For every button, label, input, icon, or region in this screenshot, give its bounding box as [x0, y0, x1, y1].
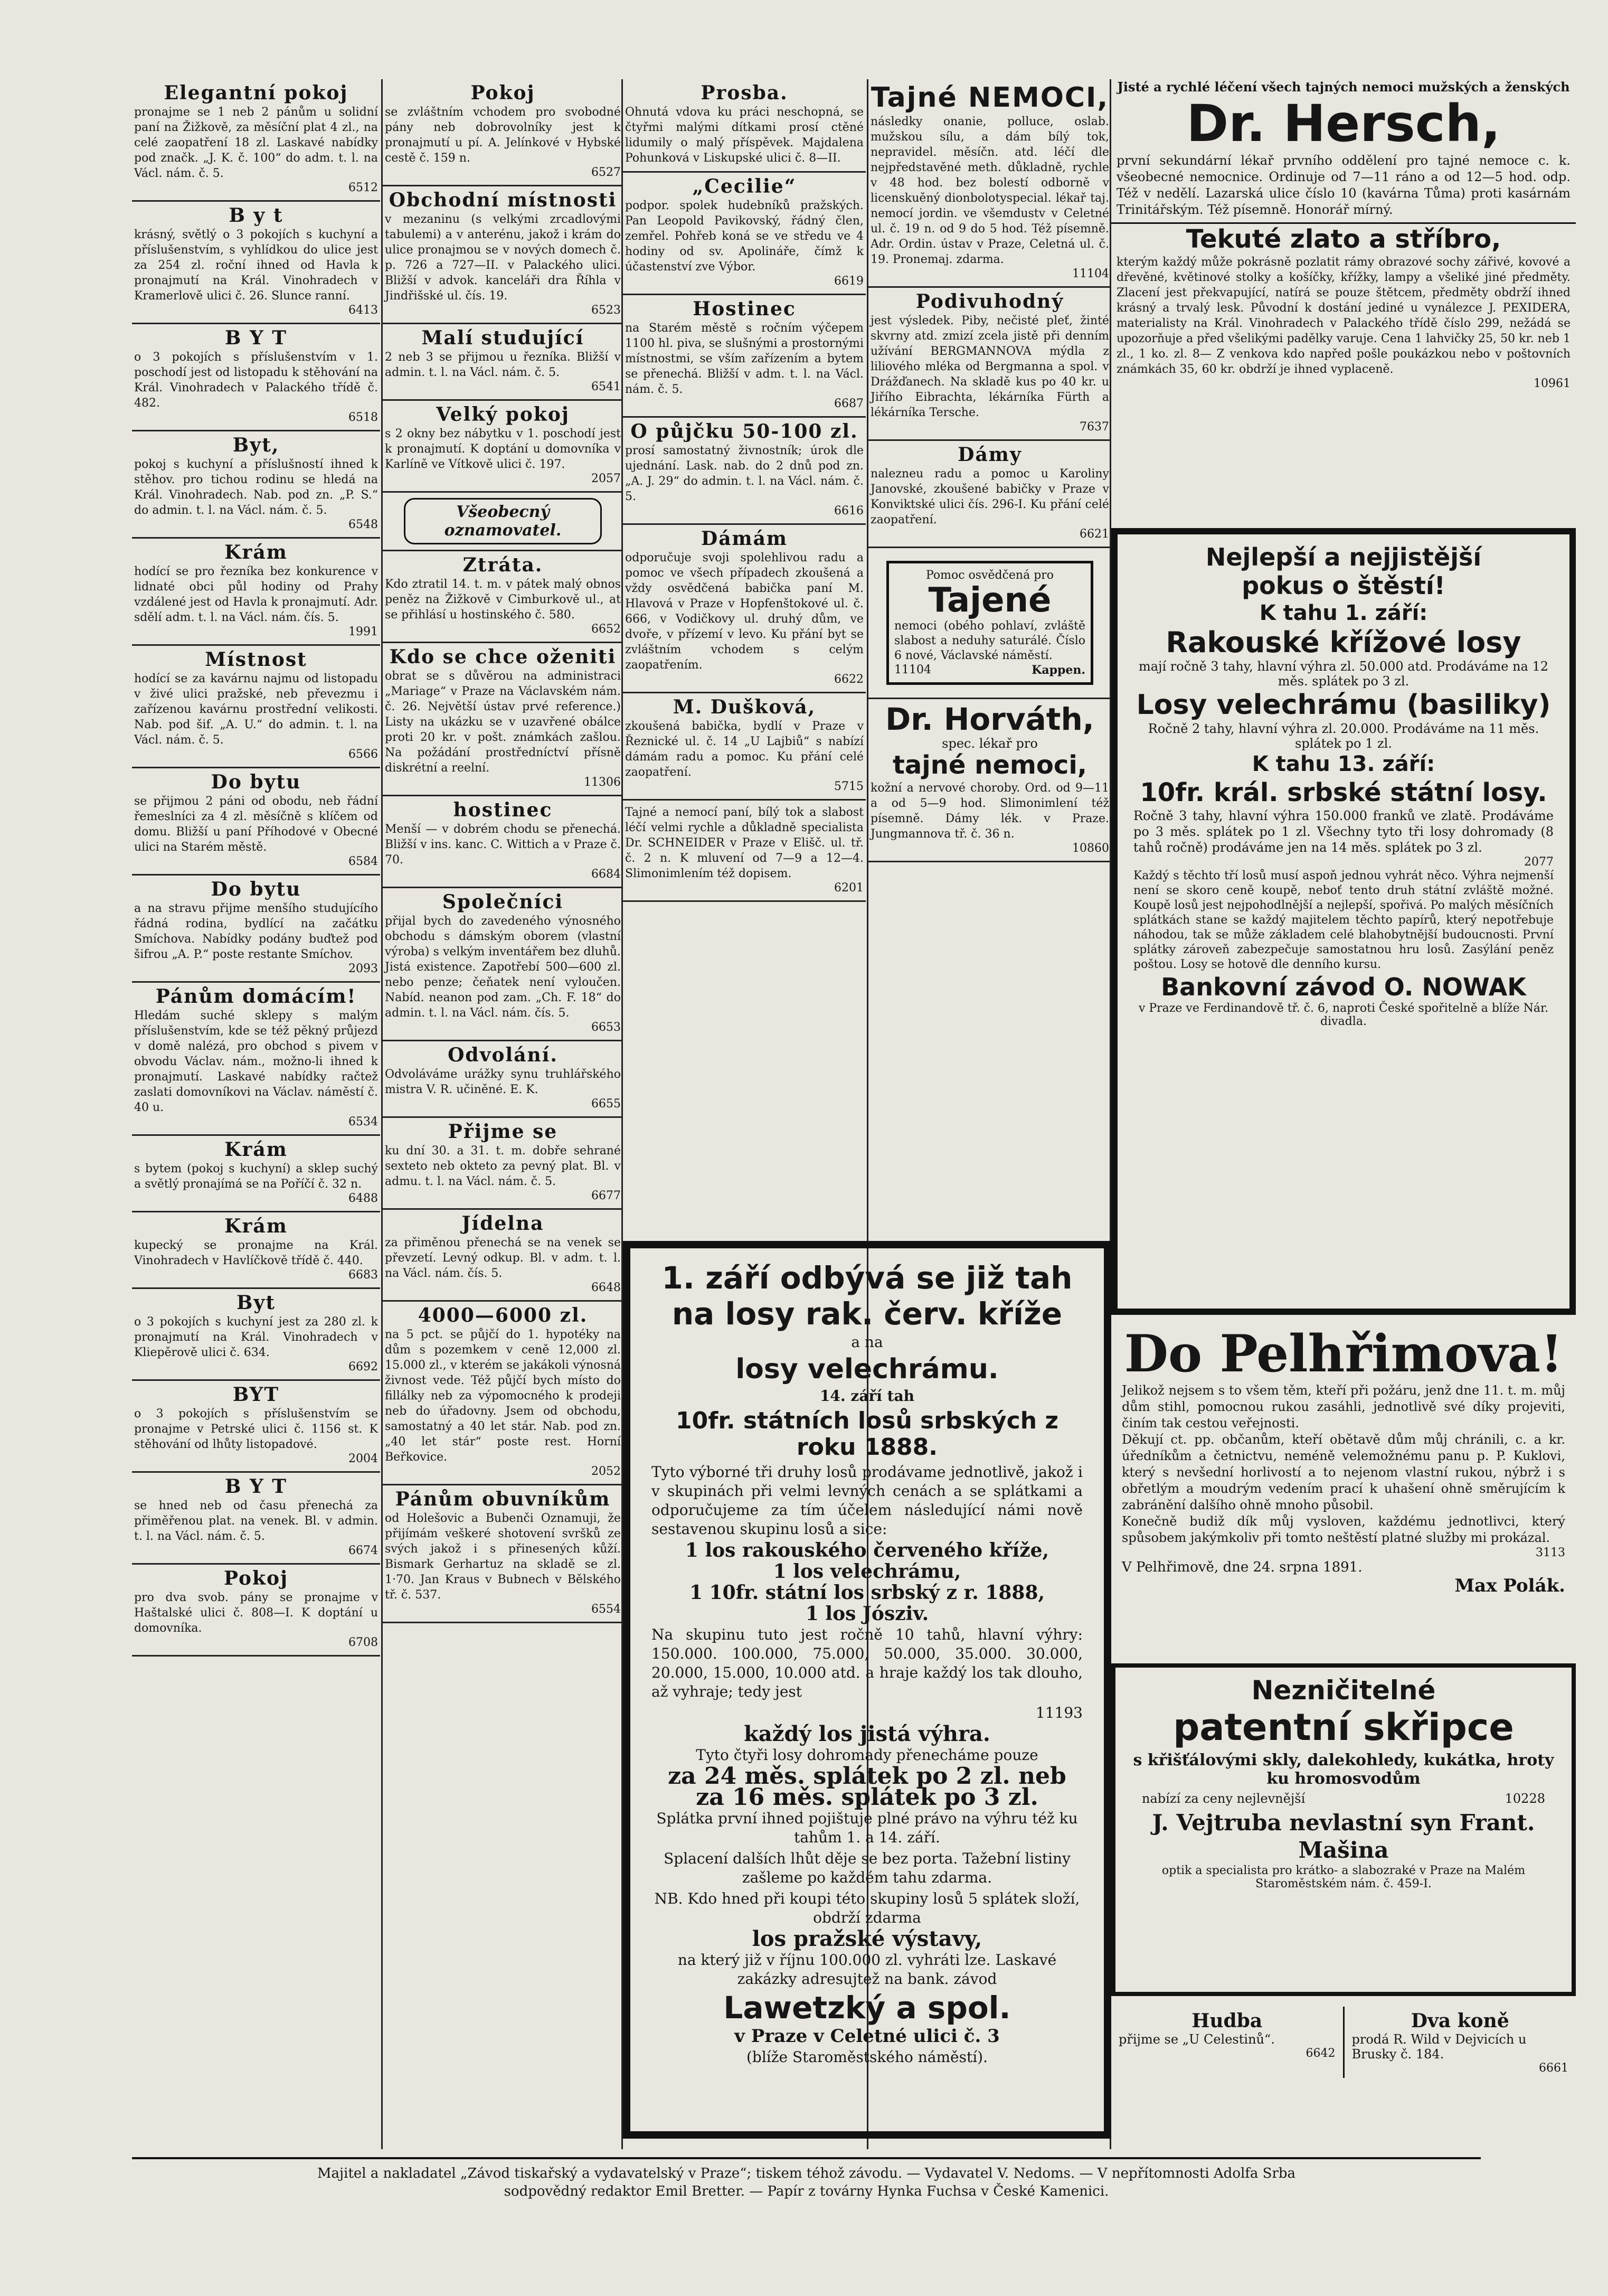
section-heading-box: [383, 493, 623, 551]
nowak-text: Ročně 3 tahy, hlavní výhra 150.000 franků ve zlatě. Prodáváme po 3 měs. splátek po 1 zl. Všechny tyto tři losy dohromady (8 tahů ročně) prodáváme jen na 14 měs. splátek po 3 zl.: [1133, 808, 1554, 855]
bottom-ads: [1111, 2007, 1576, 2149]
ad-title: Kdo se chce oženiti: [389, 646, 617, 668]
column-4: [868, 79, 1111, 1236]
lottery-text: na který již v říjnu 100.000 zl. vyhráti lze. Laskavé zakázky adresujtež na bank. závod: [677, 1951, 1057, 1988]
ad-text: Tajné a nemocí paní, bílý tok a slabost léčí velmi rychle a důkladně specialista Dr. SCHNEIDER v Praze v Elišč. ul. tř. č. 2 n. K mluvení od 7—9 a 12—4. Slimonimlením též dopisem.: [625, 806, 864, 880]
ad-text: kupecký se pronajme na Král. Vinohradech v Havlíčkově třídě č. 440.: [134, 1239, 378, 1267]
classified-ad: [868, 79, 1111, 288]
ad-title: BYT: [232, 1384, 280, 1406]
horvath-ad: [868, 699, 1111, 862]
ad-title: Dámy: [958, 444, 1022, 466]
ad-title: Pokoj: [223, 1567, 289, 1589]
ad-text: Kdo ztratil 14. t. m. v pátek malý obnos peněz na Žižkově v Cimburkově ul., at se přihlásí u hostinského č. 580.: [385, 578, 621, 622]
ad-title: Dámám: [701, 528, 788, 550]
ad-title: Obchodní místnosti: [389, 189, 617, 211]
horvath-title: Dr. Horváth,: [885, 701, 1094, 737]
ad-text: o 3 pokojích s kuchyní jest za 280 zl. k pronajmutí na Král. Vinohradech v Kliepěrově ulici č. 634.: [134, 1315, 378, 1359]
ad-title: Tajné NEMOCI,: [871, 82, 1109, 114]
ad-text: a na stravu přijme menšího studujícího řádná rodina, bydlící na začátku Smíchova. Nabídky podány buďtež pod šifrou „A. P.“ poste restante Smíchov.: [134, 902, 378, 961]
ad-text: obrat se s důvěrou na administraci „Mariage“ v Praze na Václavském nám. č. 26. Největší ústav prvé reference.) Listy na ukázku se v uzavřené obálce proti 20 kr. v pošt. známkách zašlou. Na požádání prostředníctví přísně diskrétní a reelní.: [385, 670, 621, 775]
ad-title: O půjčku 50-100 zl.: [630, 420, 858, 443]
ad-text: jest výsledek. Piby, nečisté pleť, žinté skvrny atd. zmizí zcela jistě při denním užívání BERGMANNOVA mýdla z liliového mléka od Bergmanna a spol. v Drážďanech. Na skladě kus po 40 kr. u Jiřího Eibrachta, lékárníka Fürth a lékárníka Tersche.: [871, 314, 1109, 419]
ad-text: s 2 okny bez nábytku v 1. poschodí jest k pronajmutí. K doptání u domovníka v Karlíně ve Vítkově ulici č. 197.: [385, 427, 621, 471]
ad-title: Pokoj: [470, 82, 535, 104]
pelhrimov-date: V Pelhřimově, dne 24. srpna 1891.: [1122, 1559, 1363, 1575]
horvath-sub: spec. lékař pro: [942, 736, 1038, 751]
kone-title: Dva koně: [1411, 2010, 1509, 2032]
lottery-line: Lawetzký a spol.: [723, 1990, 1011, 2026]
tajene-number: 11104: [894, 663, 931, 676]
zlato-text: kterým každý může pokrásně pozlatit rámy obrazové sochy zářivé, kovové a dřevěné, květinové stolky a košíčky, křížky, lampy a všeliké jiné předměty. Zlacení jest překvapující, natírá se pouze štětcem, předměty obdrží ihned krásný a trvalý lesk. Původní k dostání jediné u vynálezce J. PEXIDERA, materialisty na Král. Vinohradech v Palackého třídě číslo 299, nežádá se upozorňuje a před všelikými padělky varuje. Cena 1 lahvičky 25, 50 kr. neb 1 zl., 1 ko. zl. 8— Z venkova kdo napřed pošle poukázkou nebo v poštovních známkách 35, 60 kr. obdrží je ihned vyplaceně.: [1117, 256, 1571, 376]
nowak-text: mají ročně 3 tahy, hlavní výhra zl. 50.000 atd. Prodáváme na 12 měs. splátek po 3 zl.: [1138, 659, 1549, 689]
hudba-number: 6642: [1306, 2047, 1336, 2060]
skripce-text: optik a specialista pro krátko- a slabozraké v Praze na Malém Staroměstském nám. č. 459-I.: [1161, 1864, 1526, 1890]
ad-number: 6413: [348, 304, 378, 317]
ad-text: nalezneu radu a pomoc u Karoliny Janovské, zkoušené babičky v Praze v Konviktské ulici čís. 296-I. Ku přání celé zaopatření.: [871, 467, 1109, 526]
ad-text: o 3 pokojích s příslušenstvím se pronajme v Petrské ulici č. 1156 st. K stěhování od lhůty listopadové.: [134, 1407, 378, 1451]
ad-text: Menší — v dobrém chodu se přenechá. Bližší v ins. kanc. C. Wittich a v Praze č. 70.: [385, 823, 621, 867]
ad-text: ku dní 30. a 31. t. m. dobře sehrané sexteto neb okteto za pevný plat. Bl. v admu. t. l. na Václ. nám. č. 5.: [385, 1144, 621, 1188]
classified-ad: [623, 693, 866, 801]
classified-ad: [383, 796, 623, 888]
ad-title: B Y T: [225, 1475, 287, 1498]
ad-number: 6584: [348, 855, 378, 868]
pelhrimov-number: 3113: [1536, 1546, 1565, 1559]
nowak-line: K tahu 13. září:: [1252, 752, 1435, 776]
ad-number: 6619: [834, 275, 864, 288]
hudba-title: Hudba: [1191, 2010, 1263, 2032]
ad-text: v mezaninu (s velkými zrcadlovými tabulemi) a v anterénu, jakož i krám do ulice pronajmou se v nových domech č. p. 726 a 727—II. v Palackého ulici. Bližší v advok. kanceláři dra Říhla v Jindřišské ul. čís. 19.: [385, 213, 621, 303]
ad-number: 6534: [348, 1115, 378, 1128]
ad-number: 6548: [348, 518, 378, 531]
imprint-footer: [132, 2157, 1481, 2200]
ad-number: 2093: [348, 962, 378, 975]
skripce-text: s křišťálovými skly, dalekohledy, kukátka, hroty ku hromosvodům: [1133, 1751, 1554, 1788]
hudba-text: přijme se „U Celestinů“.: [1119, 2032, 1275, 2047]
ad-title: Krám: [224, 541, 288, 563]
classified-ad: [383, 643, 623, 796]
lottery-text: Splátka první ihned pojištuje plné právo na výhru též ku tahům 1. a 14. září.: [656, 1810, 1078, 1846]
lottery-line: 10fr. státních losů srbských z roku 1888.: [676, 1407, 1058, 1461]
section-heading: Všeobecný oznamovatel.: [404, 498, 602, 544]
ad-text: pro dva svob. pány se pronajme v Haštalské ulici č. 808—I. K doptání u domovníka.: [134, 1591, 378, 1635]
ad-text: krásný, světlý o 3 pokojích s kuchyní a příslušenstvím, s vyhlídkou do ulice jest za 254 zl. roční ihned od Havla k pronajmutí na Král. Vinohradech v Kramerlově ulici č. 26. Slunce ranní.: [134, 228, 378, 303]
ad-text: za přiměnou přenechá se na venek se převzetí. Levný odkup. Bl. v adm. t. l. na Václ. nám. čís. 5.: [385, 1236, 621, 1280]
nowak-text: v Praze ve Ferdinandově tř. č. 6, naproti České spořitelně a blíže Nár. divadla.: [1138, 1002, 1549, 1028]
ad-number: 6518: [348, 411, 378, 424]
classified-ad: [868, 288, 1111, 441]
ad-title: „Cecilie“: [692, 175, 797, 197]
classified-ad: [132, 1289, 380, 1381]
ad-number: 6692: [348, 1360, 378, 1373]
classified-ad: [132, 431, 380, 539]
hersch-ad: [1111, 79, 1576, 517]
classified-ad: [132, 646, 380, 768]
nowak-line: Losy velechrámu (basiliky): [1136, 689, 1551, 721]
lottery-text: Tyto čtyři losy dohromady přenecháme pouze: [696, 1746, 1038, 1764]
lottery-line: 14. září tah: [819, 1387, 915, 1405]
ad-title: 4000—6000 zl.: [418, 1304, 588, 1326]
column-1: [132, 79, 380, 2149]
ad-text: se hned neb od času přenechá za přiměřenou plat. na venek. Bl. v admin. t. l. na Václ. nám. č. 5.: [134, 1499, 378, 1543]
ad-title: Byt,: [232, 434, 280, 456]
ad-title: Jídelna: [461, 1212, 544, 1235]
lottery-number: 11193: [1035, 1704, 1083, 1721]
ad-title: Krám: [224, 1138, 288, 1161]
ad-text: prosí samostatný živnostník; úrok dle ujednání. Lask. nab. do 2 dnů pod zn. „A. J. 29“ do admin. t. l. na Václ. nám. č. 5.: [625, 444, 864, 503]
ad-number: 1991: [348, 625, 378, 638]
classified-ad: [623, 79, 866, 173]
classified-ad: [868, 441, 1111, 548]
ad-text: Odvoláváme urážky synu truhlářského mistra V. R. učiněné. E. K.: [385, 1068, 621, 1096]
ad-number: 2057: [591, 472, 621, 485]
pelhrimov-text: Jelikož nejsem s to všem těm, kteří při požáru, jenž dne 11. t. m. můj dům stihl, pomocnou rukou zasáhli, jednotlivě své díky projeviti, činím tak cestou veřejnosti.: [1122, 1383, 1565, 1431]
ad-title: Malí studující: [421, 327, 584, 349]
classified-ad: [383, 1041, 623, 1118]
classified-ad: [623, 801, 866, 902]
ad-number: 6201: [834, 881, 864, 895]
ad-text: přijal bych do zavedeného výnosného obchodu s dámským oborem (vlastní výroba) s velkým inventářem bez dluhů. Jistá existence. Zapotřebí 500—600 zl. nebo penze; čeňatek není vyloučen. Nabíd. neanon pod zam. „Ch. F. 18“ do admin. t. l. na Václ. nám. čís. 5.: [385, 915, 621, 1020]
classified-ad: [132, 79, 380, 202]
ad-title: Krám: [224, 1215, 288, 1237]
lottery-text: Na skupinu tuto jest ročně 10 tahů, hlavní výhry: 150.000. 100.000, 75.000, 50.000, 35.000. 30.000, 20.000, 15.000, 10.000 atd. a hraje každý los tak dlouho, až vyhraje; tedy jest: [651, 1626, 1083, 1700]
zlato-number: 10961: [1534, 377, 1571, 390]
column-2: [383, 79, 623, 2149]
ad-number: 6622: [834, 673, 864, 686]
lottery-line: za 24 měs. splátek po 2 zl. neb: [668, 1763, 1066, 1790]
classified-ad: [383, 1118, 623, 1210]
ad-title: Do bytu: [211, 878, 301, 900]
ad-number: 6621: [1080, 528, 1109, 541]
ad-text: s bytem (pokoj s kuchyní) a sklep suchý a světlý pronajímá se na Poříčí č. 32 n.: [134, 1162, 378, 1191]
pelhrimov-ad: [1111, 1325, 1576, 1658]
ad-number: 6541: [591, 380, 621, 393]
nowak-line: Rakouské křížové losy: [1166, 626, 1521, 659]
nowak-line: Bankovní závod O. NOWAK: [1161, 973, 1526, 1001]
ad-title: M. Dušková,: [673, 696, 816, 718]
classified-ad: [132, 539, 380, 646]
classified-ad: [383, 401, 623, 493]
ad-number: 6674: [348, 1544, 378, 1557]
skripce-text: nabízí za ceny nejlevnější: [1142, 1791, 1306, 1806]
classified-ad: [132, 1473, 380, 1565]
ad-number: 6488: [348, 1192, 378, 1205]
tajene-title: Tajené: [928, 581, 1052, 620]
tajene-box: [886, 561, 1093, 685]
lottery-ad-box: [623, 1241, 1111, 2139]
imprint-line: Majitel a nakladatel „Závod tiskařský a vydavatelský v Praze“; tiskem téhož závodu. — Vydavatel V. Nedoms. — V nepřítomnosti Adolfa Srba: [317, 2166, 1296, 2181]
skripce-line: patentní skřipce: [1173, 1706, 1514, 1749]
classified-ad: [383, 324, 623, 401]
classified-ad: [132, 324, 380, 431]
ad-title: Odvolání.: [448, 1044, 558, 1066]
ad-title: Společníci: [442, 891, 564, 913]
classified-ad: [132, 1565, 380, 1657]
lottery-text: Splacení dalších lhůt děje se bez porta. Tažební listiny zašleme po každém tahu zdarma.: [664, 1850, 1071, 1886]
ad-text: Hledám suché sklepy s malým příslušenstvím, kde se též pěkný průjezd v domě nalézá, pro obchod s pivem v obvodu Václav. nám., možno-li ihned k pronajmutí. Laskavé nabídky račtež zaslati domovníkovi na Václav. náměstí č. 40 u.: [134, 1009, 378, 1114]
classified-ad: [132, 768, 380, 876]
ad-text: se přijmou 2 páni od obodu, neb řádní řemeslníci za 4 zl. měsíčně s klíčem od domu. Bližší u paní Příhodové v Obecné ulici na Starém městě.: [134, 795, 378, 854]
horvath-number: 10860: [1072, 842, 1109, 855]
classified-ad: [383, 888, 623, 1041]
ad-text: následky onanie, polluce, oslab. mužskou sílu, a dám bílý tok, nepravidel. měsíčn. atd. léčí dle nejpředstavěné meth. důkladně, rychle v 48 hod. bez bolestí odborně v licenskuěný dionbolotyspecial. lékař taj. nemocí jordin. ve všemdustv v Celetné ul. č. 19 n. od 9 do 5 hod. Též písemně. Adr. Ordin. ústav v Praze, Celetná ul. č. 19. Pronemaj. zdarma.: [871, 115, 1109, 266]
tajene-head: Pomoc osvědčená pro: [925, 569, 1054, 582]
zlato-title: Tekuté zlato a stříbro,: [1186, 224, 1501, 254]
lottery-line: za 16 měs. splátek po 3 zl.: [696, 1784, 1038, 1811]
classified-ad: [132, 983, 380, 1136]
ad-text: podpor. spolek hudebníků pražských. Pan Leopold Pavikovský, řádný člen, zemřel. Pohřeb koná se ve středu ve 4 hodiny od sv. Apolináře, čímž k účastenství zve Výbor.: [625, 199, 864, 274]
ad-title: Podivuhodný: [915, 290, 1064, 313]
ad-number: 6616: [834, 504, 864, 517]
ad-number: 6684: [591, 868, 621, 881]
nowak-line: K tahu 1. září:: [1259, 601, 1428, 625]
pelhrimov-title: Do Pelhřimova!: [1124, 1325, 1563, 1384]
ad-title: Pánům obuvníkům: [395, 1488, 611, 1510]
ad-number: 6652: [591, 623, 621, 636]
nowak-text: Každý s těchto tří losů musí aspoň jednou vyhrát něco. Výhra nejmenší není se skoro ceně koupě, neboť tento druh státní zvláště možné. Koupě losů jest nejpohodlnější a nejlepší, spořivá. Po malých měsíčních splátkách stane se každý majitelem těchto papírů, který nepotřebuje náhodou, tak se může základem celé blahobytnější budoucnosti. První splátky zároveň zabezpečuje samostatnou hru losů. Zasýlání peněz poštou. Losy se hotově dle denního kursu.: [1133, 869, 1554, 971]
classified-ad: [623, 418, 866, 525]
lottery-line: v Praze v Celetné ulici č. 3: [734, 2026, 1000, 2047]
classified-ad: [383, 1485, 623, 1623]
lottery-line: na losy rak. červ. kříže: [671, 1296, 1063, 1332]
lottery-text: NB. Kdo hned při koupi této skupiny losů 5 splátek složí, obdrží zdarma: [654, 1890, 1080, 1926]
ad-text: pronajme se 1 neb 2 pánům u solidní paní na Žižkově, za měsíční plat 4 zl., na celé zaopatření 18 zl. Laskavé nabídky pod značk. „J. K. č. 100“ do adm. t. l. na Václ. nám. č. 5.: [134, 106, 378, 180]
ad-text: se zvláštním vchodem pro svobodné pány neb dobrovolníky jest k pronajmutí u pí. A. Jelínkové v Hybské cestě č. 159 n.: [385, 106, 621, 165]
ad-number: 6677: [591, 1189, 621, 1202]
ad-number: 6653: [591, 1021, 621, 1034]
ad-title: Pánům domácím!: [155, 985, 357, 1008]
ad-number: 6655: [591, 1097, 621, 1111]
ad-number: 6554: [591, 1603, 621, 1616]
lottery-line: každý los jistá výhra.: [744, 1721, 990, 1746]
imprint-line: sodpovědný redaktor Emil Bretter. — Papír z továrny Hynka Fuchsa v České Kamenici.: [504, 2184, 1109, 2199]
nowak-line: pokus o štěstí!: [1242, 571, 1445, 600]
classified-ad: [623, 295, 866, 418]
ad-text: pokoj s kuchyní a příslušností ihned k stěhov. pro tichou rodinu se hledá na Král. Vinohradech. Nab. pod zn. „P. S.“ do admin. t. l. na Václ. nám. č. 5.: [134, 458, 378, 517]
classified-ad: [383, 551, 623, 643]
hersch-text: první sekundární lékař prvního oddělení pro tajné nemoce c. k. všeobecné nemocnice. Ordinuje od 7—11 ráno a od 12—5 hod. odp. Též v nedělí. Lazarská ulice číslo 10 (kavárna Tůma) proti kasárnám Trinitářským. Též písemně. Honorář mírný.: [1117, 153, 1571, 217]
ad-text: hodící se za kavárnu najmu od listopadu v živé ulici pražské, neb převezmu i zařízenou kavárnu prostřední velikosti. Nab. pod šif. „A. U.“ do admin. t. l. na Václ. nám. č. 5.: [134, 672, 378, 747]
ad-number: 11306: [584, 776, 621, 789]
classified-ad: [132, 202, 380, 324]
ad-title: Místnost: [205, 648, 307, 671]
ad-text: na 5 pct. se půjčí do 1. hypotéky na dům s pozemkem v ceně 12,000 zl. 15.000 zl., v kterém se jakákoli výnosná živnost vede. Též půjčí bych místo do fillálky neb za výpomocného k prodeji neb do úřadovny. Jsem od obchodu, samostatný a 40 let stár. Nab. pod zn. „40 let stár“ poste rest. Horní Beřkovice.: [385, 1328, 621, 1464]
ad-number: 7637: [1080, 420, 1109, 434]
lottery-line: 1. září odbývá se již tah: [661, 1260, 1073, 1296]
ad-number: 6566: [348, 748, 378, 761]
ad-text: na Starém městě s ročním výčepem 1100 hl. piva, se slušnými a prostornými místnostmi, se vším zařízením a bytem se přenechá. Bližší v adm. t. l. na Václ. nám. č. 5.: [625, 322, 864, 396]
pelhrimov-text: Konečně budiž dík můj vysloven, každému jednotlivci, který spůsobem jakýmkoliv při tomto neštěstí platné služby mi prokázal.: [1122, 1514, 1565, 1545]
horvath-title2: tajné nemoci,: [892, 750, 1087, 780]
classified-ad: [132, 1381, 380, 1473]
ad-number: 5715: [834, 780, 864, 793]
ad-title: Velký pokoj: [436, 403, 570, 426]
nowak-lottery-box: [1111, 528, 1576, 1315]
horvath-text: kožní a nervové choroby. Ord. od 9—11 a od 5—9 hod. Slimonimlení též písemně. Dámy lék. v Praze. Jungmannova tř. č. 36 n.: [871, 782, 1109, 841]
ad-number: 6708: [348, 1636, 378, 1649]
ad-number: 6523: [591, 304, 621, 317]
ad-number: 6527: [591, 166, 621, 179]
hersch-name: Dr. Hersch,: [1186, 94, 1501, 153]
ad-text: hodící se pro řezníka bez konkurence v lidnaté obci půl hodiny od Prahy vzdálené jest od Havla k pronajmutí. Adr. sdělí adm. t. l. na Václ. nám. čís. 5.: [134, 565, 378, 624]
ad-text: o 3 pokojích s příslušenstvím v 1. poschodí jest od listopadu k stěhování na Král. Vinohradech v Palackého třídě č. 482.: [134, 351, 378, 410]
ad-title: Hostinec: [693, 298, 796, 320]
lottery-line: 1 los velechrámu,: [773, 1560, 961, 1583]
ad-title: Byt: [237, 1292, 276, 1314]
skripce-line: Nezničitelné: [1251, 1675, 1436, 1706]
ad-number: 2004: [348, 1452, 378, 1465]
pelhrimov-sign: Max Polák.: [1454, 1575, 1565, 1596]
ad-title: Přijme se: [448, 1121, 558, 1143]
nowak-line: Nejlepší a nejjistější: [1205, 543, 1482, 571]
lottery-line: los pražské výstavy,: [752, 1926, 982, 1951]
nowak-line: 10fr. král. srbské státní losy.: [1140, 778, 1547, 807]
ad-number: 6687: [834, 397, 864, 410]
ad-text: od Holešovic a Bubenči Oznamuji, že přijímám veškeré shotovení svršků ze svých jakož i s přinesených kůží. Bismark Gerhartuz na skladě se zl. 1·70. Jan Kraus v Bubnech v Bělského tř. č. 537.: [385, 1512, 621, 1602]
ad-title: Ztráta.: [462, 554, 543, 576]
ad-number: 11104: [1072, 267, 1109, 280]
classified-ad: [132, 876, 380, 983]
classified-ad: [132, 1136, 380, 1212]
ad-title: Do bytu: [211, 771, 301, 793]
tajene-ad: [868, 548, 1111, 699]
ad-title: B y t: [229, 204, 283, 227]
tajene-sign: Kappen.: [1032, 663, 1085, 677]
ad-text: Ohnutá vdova ku práci neschopná, se čtyřmi malými dítkami prosí ctěné lidumily o malý příspěvek. Majdalena Pohunková v Liskupské ulici č. 8—II.: [625, 106, 864, 165]
classified-ad: [623, 525, 866, 693]
ad-text: 2 neb 3 se přijmou u řezníka. Bližší v admin. t. l. na Václ. nám. č. 5.: [385, 351, 621, 379]
lottery-line: 1 los rakouského červeného kříže,: [685, 1539, 1049, 1561]
ad-text: zkoušená babička, bydlí v Praze v Řeznické ul. č. 14 „U Lajbiů“ s nabízí dámám radu a pomoc. Ku přání celé zaopatření.: [625, 720, 864, 779]
lottery-line: 1 los Jósziv.: [805, 1603, 929, 1625]
ad-title: hostinec: [453, 799, 553, 821]
skripce-ad-box: [1111, 1663, 1576, 1996]
column-3: [623, 79, 866, 1236]
pelhrimov-text: Děkují ct. pp. občanům, kteří obětavě dům můj chránili, c. a kr. úředníkům a četnictvu, neméně velemožnému panu p. P. Kuklovi, který s nevšední horlivostí a to nejenom vlastní rukou, nýbrž i s obřetlým a moudrým vedením prací k uhašení ohně směrujícím k zabránění dalšího ohně mnoho působil.: [1122, 1432, 1565, 1512]
kone-text: prodá R. Wild v Dejvicích u Brusky č. 184.: [1351, 2032, 1527, 2062]
lottery-line: losy velechrámu.: [735, 1353, 999, 1385]
ad-number: 6683: [348, 1268, 378, 1282]
classified-ad: [383, 1210, 623, 1302]
skripce-line: J. Vejtruba nevlastní syn Frant. Mašina: [1152, 1810, 1535, 1863]
nowak-number: 2077: [1524, 855, 1554, 869]
hersch-head: Jisté a rychlé léčení všech tajných nemoci mužských a ženských: [1117, 79, 1570, 95]
ad-title: Elegantní pokoj: [164, 82, 348, 104]
ad-title: Prosba.: [701, 82, 788, 104]
classified-ad: [132, 1212, 380, 1289]
classified-ad: [383, 1302, 623, 1485]
kone-number: 6661: [1539, 2062, 1568, 2075]
classified-ad: [623, 173, 866, 295]
classified-ad: [383, 79, 623, 186]
ad-number: 6648: [591, 1281, 621, 1294]
lottery-line: (blíže Staroměstského náměstí).: [746, 2048, 988, 2066]
tajene-text: nemoci (obého pohlaví, zvláště slabost a neduhy saturálé. Číslo 6 nové, Václavské náměstí.: [894, 619, 1085, 662]
lottery-line: a na: [851, 1333, 883, 1351]
ad-text: odporučuje svoji spolehlivou radu a pomoc ve všech případech zkoušená a vždy osvědčená babička paní M. Hlavová v Praze v Hopfenštokové ul. č. 666, v Vodičkovy ul. druhý dům, ve dvoře, v přízemí v levo. Ku přání byt se zvláštním vchodem s celým zaopatřením.: [625, 551, 864, 672]
lottery-text: Tyto výborné tři druhy losů prodávame jednotlivě, jakož i v skupinách při velmi levných cenách a se splátkami a odporučujeme za tím účelem následující námi nově sestavenou skupinu losů a sice:: [651, 1463, 1083, 1538]
ad-number: 2052: [591, 1465, 621, 1478]
skripce-number: 10228: [1505, 1791, 1545, 1806]
lottery-line: 1 10fr. státní los srbský z r. 1888,: [689, 1582, 1045, 1604]
nowak-text: Ročně 2 tahy, hlavní výhra zl. 20.000. Prodáváme na 11 měs. splátek po 1 zl.: [1148, 721, 1539, 751]
classified-ad: [383, 186, 623, 324]
ad-title: B Y T: [225, 327, 287, 349]
ad-number: 6512: [348, 181, 378, 194]
